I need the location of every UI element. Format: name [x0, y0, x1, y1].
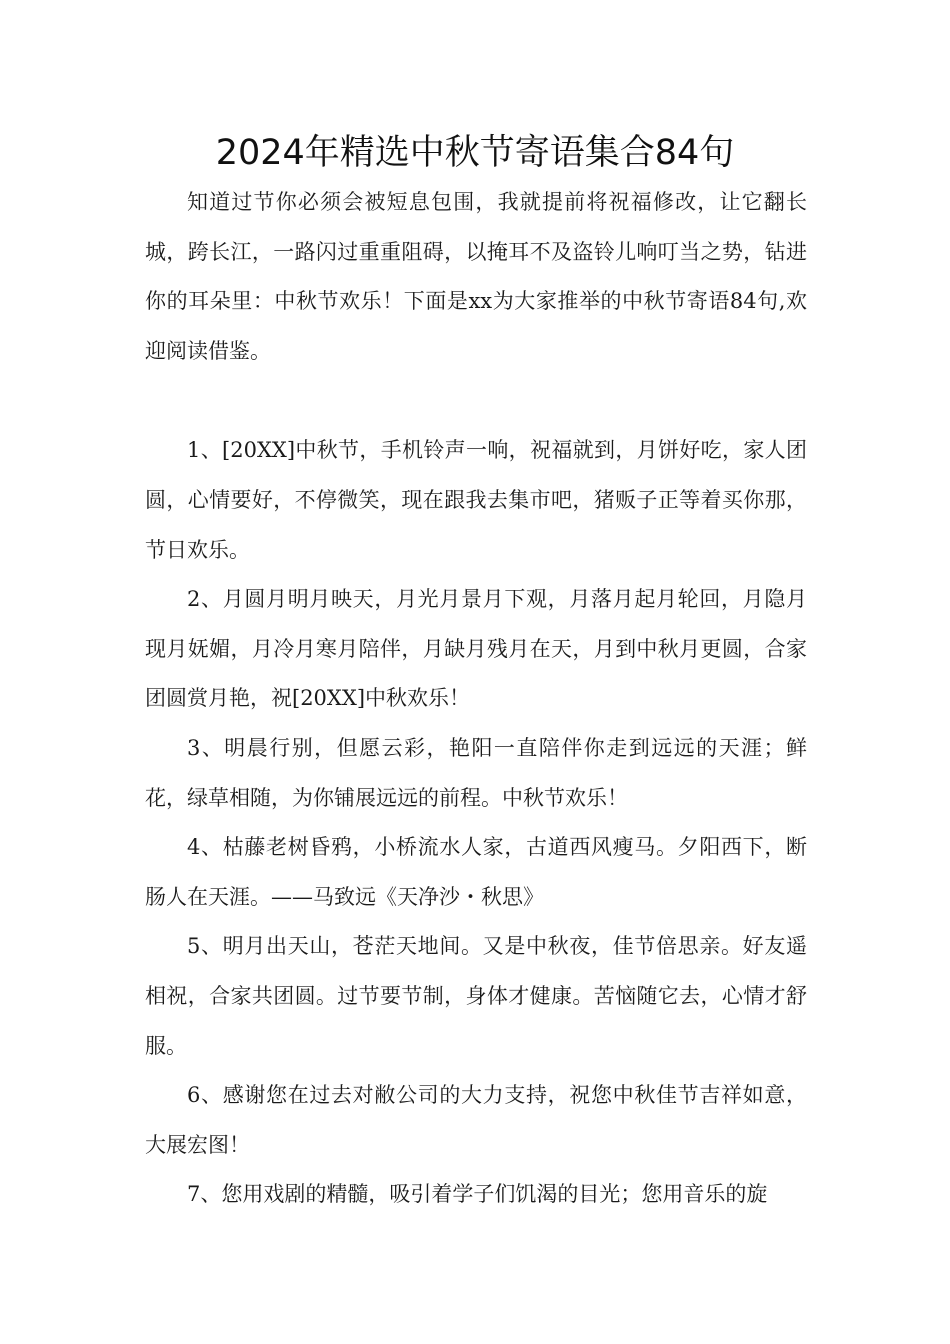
document-title: 2024年精选中秋节寄语集合84句: [215, 133, 735, 173]
list-item: 6、感谢您在过去对敝公司的大力支持，祝您中秋佳节吉祥如意，大展宏图！: [145, 1083, 807, 1157]
list-item: 3、明晨行别，但愿云彩，艳阳一直陪伴你走到远远的天涯；鲜花，绿草相随，为你铺展远远的前程。中秋节欢乐！: [145, 735, 807, 810]
list-item: 5、明月出天山，苍茫天地间。又是中秋夜，佳节倍思亲。好友遥相祝，合家共团圆。过节要节制，身体才健康。苦恼随它去，心情才舒服。: [145, 934, 807, 1058]
list-item: 2、月圆月明月映天，月光月景月下观，月落月起月轮回，月隐月现月妩媚，月冷月寒月陪伴，月缺月残月在天，月到中秋月更圆，合家团圆赏月艳，祝[20XX]中秋欢乐！: [145, 587, 807, 711]
intro-paragraph: 知道过节你必须会被短息包围，我就提前将祝福修改，让它翻长城，跨长江，一路闪过重重阻碍，以掩耳不及盗铃儿响叮当之势，钻进你的耳朵里：中秋节欢乐！下面是xx为大家推举的中秋节寄语84句,欢迎阅读借鉴。: [145, 190, 807, 363]
document-body: [145, 178, 807, 1220]
list-item: 1、[20XX]中秋节，手机铃声一响，祝福就到，月饼好吃，家人团圆，心情要好，不停微笑，现在跟我去集市吧，猪贩子正等着买你那，节日欢乐。: [145, 438, 807, 562]
list-item: 4、枯藤老树昏鸦，小桥流水人家，古道西风瘦马。夕阳西下，断肠人在天涯。——马致远《天净沙・秋思》: [145, 835, 807, 909]
list-item: 7、您用戏剧的精髓，吸引着学子们饥渴的目光；您用音乐的旋: [187, 1182, 768, 1207]
